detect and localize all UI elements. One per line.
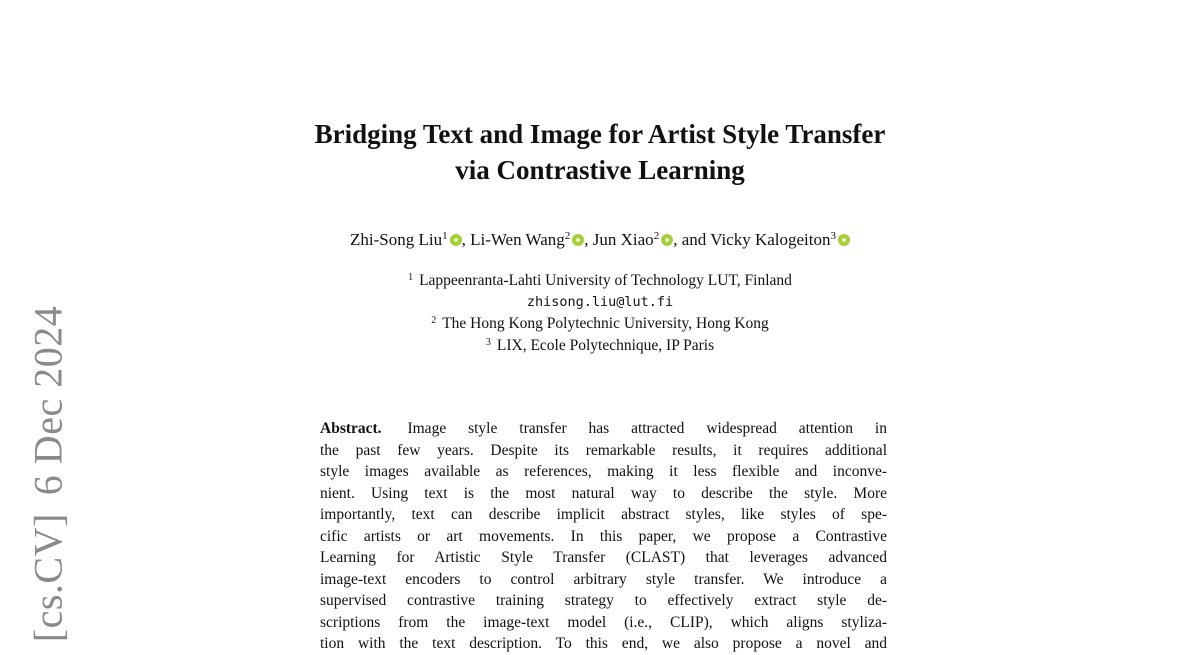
abstract-line: nient. Using text is the most natural way to describe the style. More: [320, 484, 887, 502]
author-affiliation-mark: 1: [442, 230, 448, 242]
abstract-line: importantly, text can describe implicit abstract styles, like styles of spe-: [320, 506, 887, 523]
orcid-icon[interactable]: [450, 234, 462, 246]
affiliation-text: Lappeenranta-Lahti University of Technology LUT, Finland: [419, 272, 792, 289]
author-email: zhisong.liu@lut.fi: [526, 293, 674, 310]
affiliation-mark: 1: [408, 272, 414, 283]
abstract-line: [320, 418, 887, 440]
author-separator: ,: [584, 230, 593, 249]
abstract-line: the past few years. Despite its remarkable results, it requires additional: [320, 441, 887, 459]
abstract-line: Learning for Artistic Style Transfer (CLAST) that leverages advanced: [320, 549, 887, 566]
orcid-icon[interactable]: [572, 234, 584, 246]
affiliation-list: [0, 270, 1200, 356]
abstract-line: cific artists or art movements. In this paper, we propose a Contrastive: [320, 527, 887, 545]
author-affiliation-mark: 2: [564, 230, 571, 242]
author-name: Jun Xiao: [592, 230, 654, 249]
author-list: [0, 229, 1200, 251]
author-separator: , and: [673, 230, 711, 249]
affiliation-text: The Hong Kong Polytechnic University, Hong Kong: [442, 315, 769, 332]
orcid-icon[interactable]: [838, 234, 850, 246]
title-line: via Contrastive Learning: [455, 155, 745, 185]
abstract-line: tion with the text description. To this end, we also propose a novel and: [320, 635, 887, 652]
author: [710, 230, 850, 249]
author-affiliation-mark: 3: [830, 230, 836, 242]
abstract-line: scriptions from the image-text model (i.e., CLIP), which aligns styliza-: [320, 613, 887, 631]
author: [350, 230, 462, 249]
affiliation-mark: 3: [485, 336, 491, 348]
affiliation-text: LIX, Ecole Polytechnique, IP Paris: [496, 336, 715, 354]
title-line: Bridging Text and Image for Artist Style Transfer: [314, 119, 886, 149]
abstract-line-text: Image style transfer has attracted widespread attention in: [407, 420, 887, 437]
abstract-line: image-text encoders to control arbitrary style transfer. We introduce a: [320, 570, 887, 588]
orcid-icon[interactable]: [661, 234, 673, 246]
author-name: Vicky Kalogeiton: [710, 230, 831, 249]
abstract-heading: Abstract.: [320, 420, 382, 437]
affiliation: [0, 335, 1200, 357]
abstract-line: supervised contrastive training strategy to effectively extract style de-: [320, 592, 887, 609]
author-name: Zhi-Song Liu: [350, 230, 443, 249]
author: [593, 230, 673, 249]
author-separator: ,: [461, 230, 471, 249]
arxiv-date: 6 Dec 2024: [25, 305, 71, 496]
paper-title: [0, 116, 1200, 188]
abstract: [320, 418, 887, 655]
arxiv-identifier-stamp: [25, 306, 72, 642]
affiliation: [0, 270, 1200, 292]
author-affiliation-mark: 2: [653, 230, 660, 242]
author-name: Li-Wen Wang: [470, 230, 565, 249]
affiliation: [0, 313, 1200, 335]
author: [470, 230, 584, 249]
affiliation-mark: 2: [431, 315, 437, 326]
abstract-line: style images available as references, making it less flexible and inconve-: [320, 463, 887, 480]
arxiv-category: [cs.CV]: [25, 513, 71, 643]
